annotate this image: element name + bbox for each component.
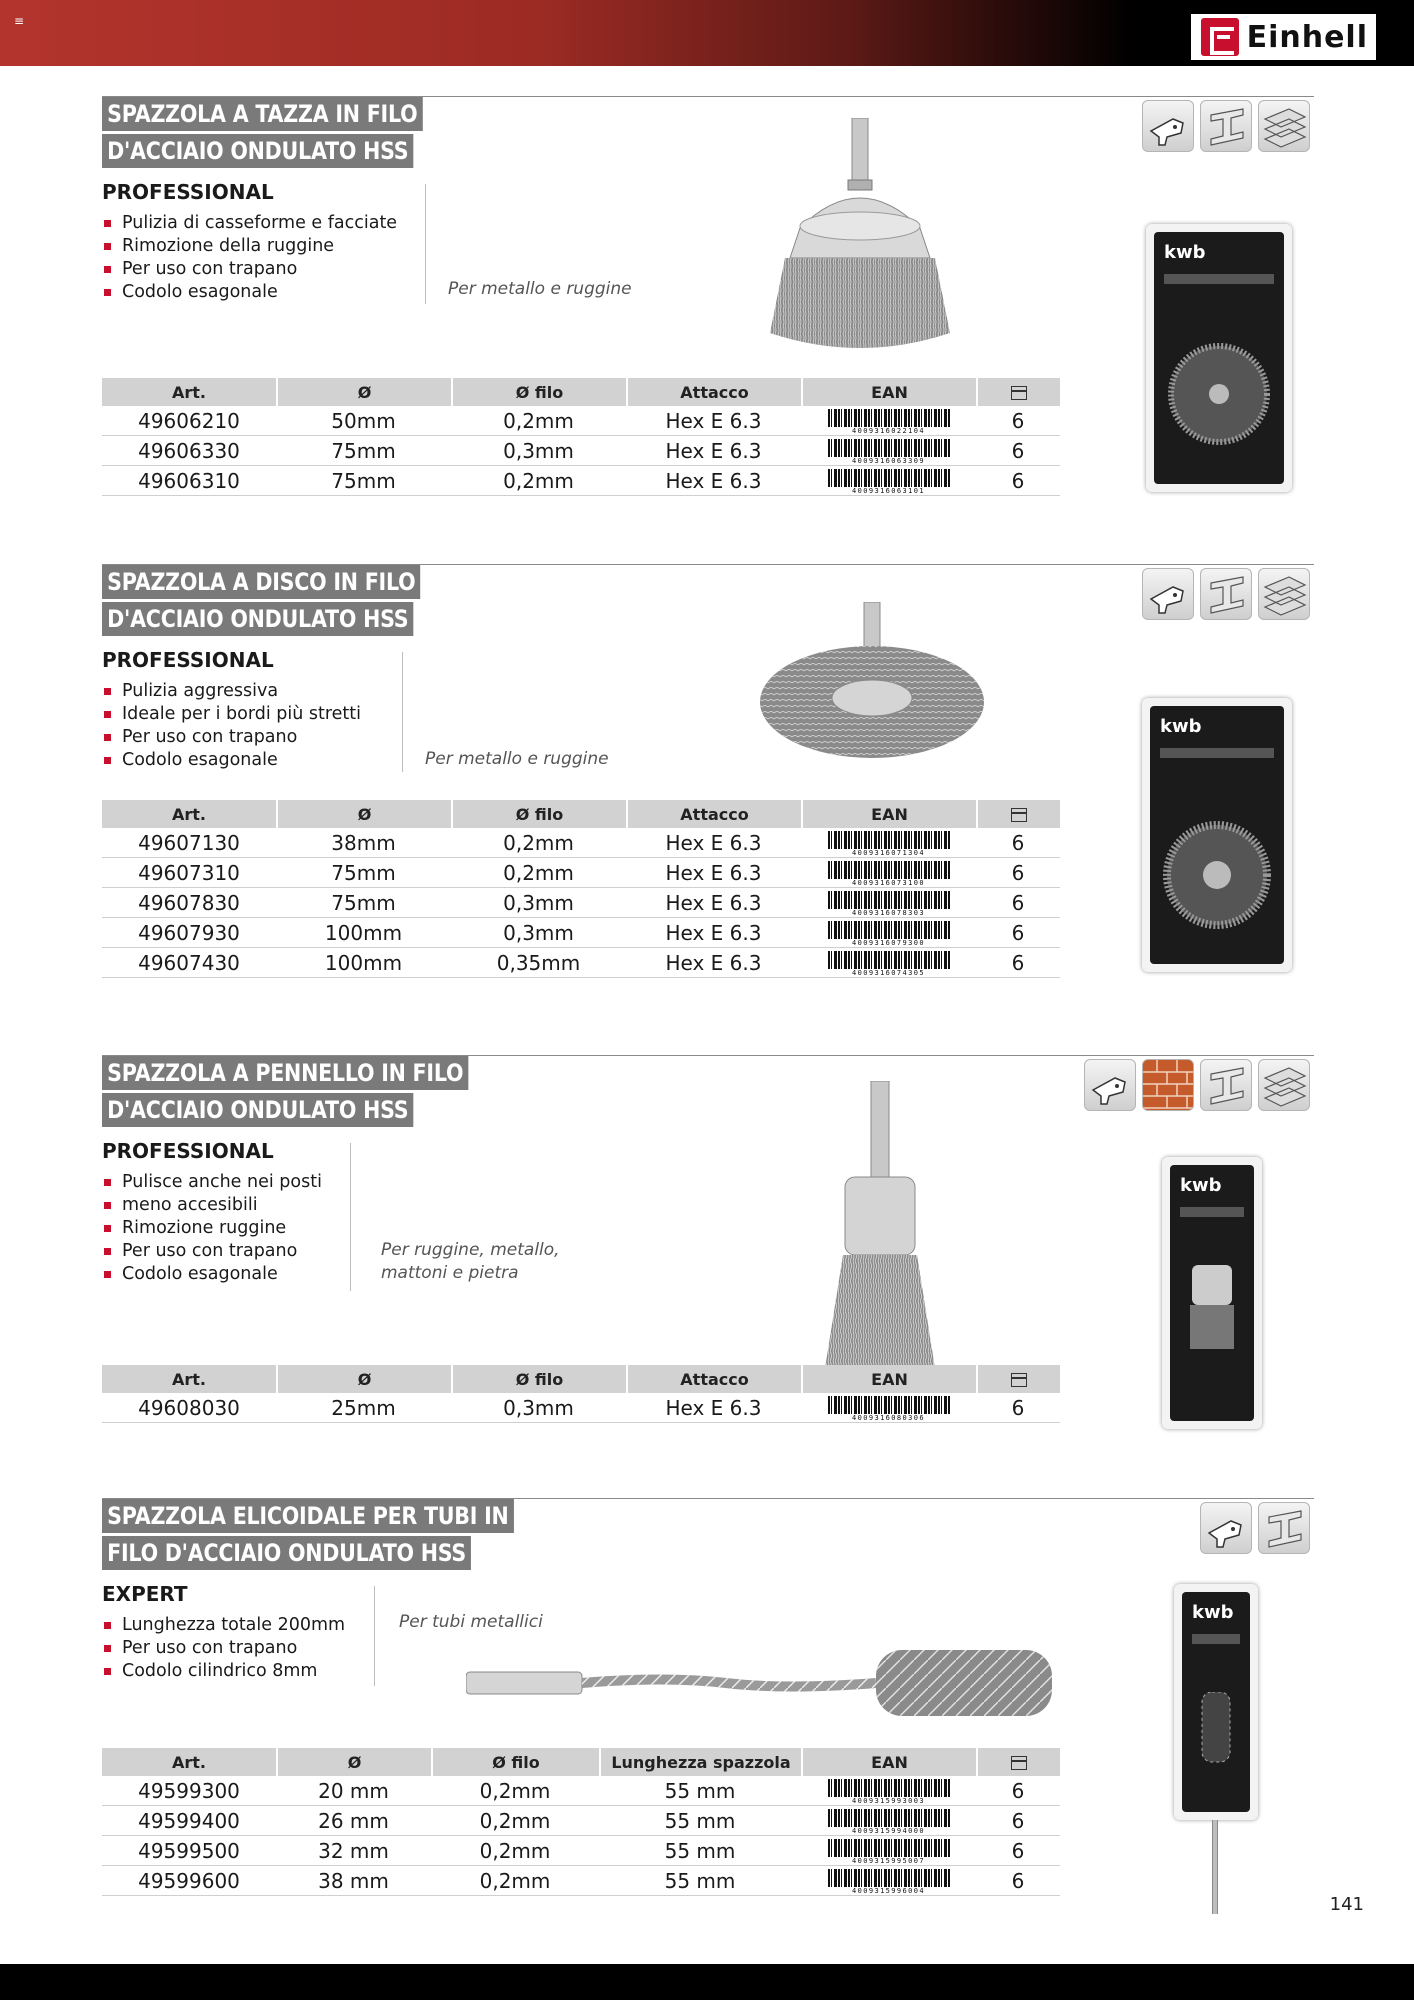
art-number: 49608030 bbox=[102, 1393, 276, 1423]
barcode-icon bbox=[828, 1869, 950, 1896]
product-section-disc-brush bbox=[0, 564, 1414, 984]
product-title bbox=[102, 1499, 581, 1573]
product-section-end-brush bbox=[0, 1055, 1414, 1435]
pack-qty: 6 bbox=[976, 1806, 1060, 1836]
product-package bbox=[1162, 1157, 1262, 1429]
col-pack-qty bbox=[976, 378, 1060, 406]
header-bar bbox=[0, 0, 1414, 66]
material-icons bbox=[1142, 568, 1310, 620]
feature-item: Rimozione della ruggine bbox=[102, 235, 397, 258]
ean-number: 4009316078303 bbox=[828, 909, 950, 917]
barcode-icon bbox=[828, 831, 950, 858]
metal-sheet-icon bbox=[1258, 1059, 1310, 1111]
table-row bbox=[102, 466, 1060, 496]
feature-item: Codolo esagonale bbox=[102, 749, 361, 772]
pack-brand: kwb bbox=[1192, 1602, 1234, 1623]
table-row bbox=[102, 888, 1060, 918]
pack-shaft bbox=[1212, 1820, 1218, 1914]
diameter: 26 mm bbox=[276, 1806, 431, 1836]
table-row bbox=[102, 918, 1060, 948]
barcode-icon bbox=[828, 409, 950, 436]
brush-length: 55 mm bbox=[599, 1836, 801, 1866]
pack-qty: 6 bbox=[976, 466, 1060, 496]
pack-brush-image bbox=[1167, 342, 1271, 446]
product-package bbox=[1174, 1584, 1258, 1820]
material-icons bbox=[1200, 1502, 1310, 1554]
col-diameter: Ø bbox=[276, 1365, 451, 1393]
col-pack-qty bbox=[976, 800, 1060, 828]
product-package bbox=[1146, 224, 1292, 492]
pack-qty: 6 bbox=[976, 948, 1060, 978]
barcode-icon bbox=[828, 951, 950, 978]
usage-note: Per metallo e ruggine bbox=[448, 279, 632, 299]
title-line-1: SPAZZOLA A TAZZA IN FILO bbox=[102, 97, 423, 131]
product-table bbox=[102, 1748, 1060, 1896]
title-line-1: SPAZZOLA ELICOIDALE PER TUBI IN bbox=[102, 1499, 514, 1533]
art-number: 49599600 bbox=[102, 1866, 276, 1896]
col-wire: Ø filo bbox=[451, 800, 626, 828]
art-number: 49607430 bbox=[102, 948, 276, 978]
product-section-tube-brush bbox=[0, 1498, 1414, 1908]
ean bbox=[801, 888, 976, 918]
disc-brush-image bbox=[756, 602, 988, 762]
ean-number: 4009316074305 bbox=[828, 969, 950, 977]
diameter: 25mm bbox=[276, 1393, 451, 1423]
usage-line-2: mattoni e pietra bbox=[381, 1263, 519, 1283]
brush-length: 55 mm bbox=[599, 1866, 801, 1896]
feature-list bbox=[102, 1171, 322, 1286]
pack-qty: 6 bbox=[976, 828, 1060, 858]
steel-beam-icon bbox=[1200, 568, 1252, 620]
ean bbox=[801, 918, 976, 948]
page-number: 141 bbox=[1329, 1894, 1364, 1915]
product-package bbox=[1142, 698, 1292, 972]
feature-item: Per uso con trapano bbox=[102, 1240, 322, 1263]
title-line-1: SPAZZOLA A DISCO IN FILO bbox=[102, 565, 421, 599]
col-ean: EAN bbox=[801, 378, 976, 406]
pack-qty: 6 bbox=[976, 1393, 1060, 1423]
ean-number: 4009315994000 bbox=[828, 1827, 950, 1835]
pack-brush-image bbox=[1162, 820, 1272, 930]
pack-qty: 6 bbox=[976, 858, 1060, 888]
drill-icon bbox=[1142, 100, 1194, 152]
col-art: Art. bbox=[102, 800, 276, 828]
material-icons bbox=[1142, 100, 1310, 152]
brush-length: 55 mm bbox=[599, 1776, 801, 1806]
barcode-icon bbox=[828, 921, 950, 948]
feature-item: Pulizia di casseforme e facciate bbox=[102, 212, 397, 235]
barcode-icon bbox=[828, 891, 950, 918]
table-row bbox=[102, 828, 1060, 858]
diameter: 75mm bbox=[276, 858, 451, 888]
product-line: PROFESSIONAL bbox=[102, 648, 274, 672]
col-diameter: Ø bbox=[276, 800, 451, 828]
ean-number: 4009316079300 bbox=[828, 939, 950, 947]
usage-note: Per metallo e ruggine bbox=[425, 749, 609, 769]
pack-brush-image bbox=[1184, 1265, 1240, 1351]
pack-strip bbox=[1164, 274, 1274, 284]
pack-qty: 6 bbox=[976, 406, 1060, 436]
product-line: PROFESSIONAL bbox=[102, 180, 274, 204]
end-brush-image bbox=[815, 1081, 945, 1405]
barcode-icon bbox=[828, 469, 950, 496]
wire: 0,35mm bbox=[451, 948, 626, 978]
attacco: Hex E 6.3 bbox=[626, 828, 801, 858]
diameter: 100mm bbox=[276, 948, 451, 978]
footer-bar bbox=[0, 1964, 1414, 2000]
table-row bbox=[102, 1866, 1060, 1896]
ean bbox=[801, 1393, 976, 1423]
ean-number: 4009315993003 bbox=[828, 1797, 950, 1805]
wire: 0,2mm bbox=[451, 406, 626, 436]
product-title bbox=[102, 1056, 528, 1130]
ean-number: 4009315995007 bbox=[828, 1857, 950, 1865]
barcode-icon bbox=[828, 861, 950, 888]
brush-length: 55 mm bbox=[599, 1806, 801, 1836]
barcode-icon bbox=[828, 1809, 950, 1836]
col-attacco: Attacco bbox=[626, 378, 801, 406]
table-row bbox=[102, 858, 1060, 888]
wire: 0,3mm bbox=[451, 436, 626, 466]
diameter: 100mm bbox=[276, 918, 451, 948]
pack-brush-image bbox=[1196, 1692, 1236, 1782]
separator bbox=[402, 652, 403, 772]
col-ean: EAN bbox=[801, 1365, 976, 1393]
ean-number: 4009316063309 bbox=[828, 457, 950, 465]
diameter: 32 mm bbox=[276, 1836, 431, 1866]
col-attacco: Attacco bbox=[626, 800, 801, 828]
product-table bbox=[102, 1365, 1060, 1423]
diameter: 38mm bbox=[276, 828, 451, 858]
pack-strip bbox=[1180, 1207, 1244, 1217]
barcode-icon bbox=[828, 1839, 950, 1866]
feature-item: Codolo esagonale bbox=[102, 1263, 322, 1286]
product-title bbox=[102, 565, 472, 639]
wire: 0,2mm bbox=[451, 466, 626, 496]
feature-item: Per uso con trapano bbox=[102, 1637, 345, 1660]
pack-qty: 6 bbox=[976, 1836, 1060, 1866]
attacco: Hex E 6.3 bbox=[626, 436, 801, 466]
wire: 0,3mm bbox=[451, 888, 626, 918]
package-box-icon bbox=[1011, 386, 1027, 400]
col-pack-qty bbox=[976, 1365, 1060, 1393]
wire: 0,2mm bbox=[451, 858, 626, 888]
col-art: Art. bbox=[102, 378, 276, 406]
feature-list bbox=[102, 212, 397, 304]
usage-note: Per tubi metallici bbox=[399, 1612, 543, 1632]
table-row bbox=[102, 948, 1060, 978]
pack-strip bbox=[1192, 1634, 1240, 1644]
attacco: Hex E 6.3 bbox=[626, 918, 801, 948]
col-lunghezza: Lunghezza spazzola bbox=[599, 1748, 801, 1776]
pack-strip bbox=[1160, 748, 1274, 758]
separator bbox=[425, 184, 426, 304]
diameter: 50mm bbox=[276, 406, 451, 436]
art-number: 49606310 bbox=[102, 466, 276, 496]
ean-number: 4009316063101 bbox=[828, 487, 950, 495]
usage-line-1: Per ruggine, metallo, bbox=[381, 1240, 560, 1260]
drill-icon bbox=[1200, 1502, 1252, 1554]
ean bbox=[801, 858, 976, 888]
art-number: 49606330 bbox=[102, 436, 276, 466]
pack-qty: 6 bbox=[976, 888, 1060, 918]
product-line: PROFESSIONAL bbox=[102, 1139, 274, 1163]
wire: 0,2mm bbox=[431, 1806, 599, 1836]
feature-item: Codolo cilindrico 8mm bbox=[102, 1660, 345, 1683]
cup-brush-image bbox=[760, 118, 960, 348]
col-wire: Ø filo bbox=[451, 378, 626, 406]
feature-item: Per uso con trapano bbox=[102, 726, 361, 749]
feature-item: Per uso con trapano bbox=[102, 258, 397, 281]
col-diameter: Ø bbox=[276, 378, 451, 406]
metal-sheet-icon bbox=[1258, 568, 1310, 620]
product-table bbox=[102, 800, 1060, 978]
wire: 0,2mm bbox=[451, 828, 626, 858]
wire: 0,2mm bbox=[431, 1866, 599, 1896]
brick-icon bbox=[1142, 1059, 1194, 1111]
feature-list bbox=[102, 1614, 345, 1683]
art-number: 49606210 bbox=[102, 406, 276, 436]
diameter: 75mm bbox=[276, 466, 451, 496]
diameter: 38 mm bbox=[276, 1866, 431, 1896]
title-line-2: D'ACCIAIO ONDULATO HSS bbox=[102, 1093, 414, 1127]
attacco: Hex E 6.3 bbox=[626, 858, 801, 888]
feature-item: Codolo esagonale bbox=[102, 281, 397, 304]
ean bbox=[801, 948, 976, 978]
tube-brush-image bbox=[466, 1646, 1058, 1720]
package-box-icon bbox=[1011, 1756, 1027, 1770]
feature-list bbox=[102, 680, 361, 772]
table-row bbox=[102, 1393, 1060, 1423]
col-art: Art. bbox=[102, 1748, 276, 1776]
einhell-logo-icon bbox=[1201, 18, 1239, 56]
col-art: Art. bbox=[102, 1365, 276, 1393]
table-row bbox=[102, 1806, 1060, 1836]
product-line: EXPERT bbox=[102, 1582, 188, 1606]
pack-qty: 6 bbox=[976, 436, 1060, 466]
ean-number: 4009315996004 bbox=[828, 1887, 950, 1895]
ean bbox=[801, 466, 976, 496]
ean bbox=[801, 828, 976, 858]
feature-item: Ideale per i bordi più stretti bbox=[102, 703, 361, 726]
diameter: 20 mm bbox=[276, 1776, 431, 1806]
separator bbox=[374, 1586, 375, 1686]
barcode-icon bbox=[828, 1396, 950, 1423]
brand-logo[interactable] bbox=[1191, 14, 1376, 60]
wire: 0,2mm bbox=[431, 1836, 599, 1866]
wire: 0,3mm bbox=[451, 1393, 626, 1423]
attacco: Hex E 6.3 bbox=[626, 466, 801, 496]
barcode-icon bbox=[828, 1779, 950, 1806]
brand-name: Einhell bbox=[1246, 19, 1368, 55]
title-line-2: FILO D'ACCIAIO ONDULATO HSS bbox=[102, 1536, 471, 1570]
wire: 0,2mm bbox=[431, 1776, 599, 1806]
ean bbox=[801, 1866, 976, 1896]
ean bbox=[801, 1806, 976, 1836]
feature-item: Rimozione ruggine bbox=[102, 1217, 322, 1240]
title-line-2: D'ACCIAIO ONDULATO HSS bbox=[102, 134, 414, 168]
pack-brand: kwb bbox=[1160, 716, 1202, 737]
product-table bbox=[102, 378, 1060, 496]
title-line-2: D'ACCIAIO ONDULATO HSS bbox=[102, 602, 414, 636]
diameter: 75mm bbox=[276, 888, 451, 918]
pack-qty: 6 bbox=[976, 1866, 1060, 1896]
material-icons bbox=[1084, 1059, 1310, 1111]
metal-sheet-icon bbox=[1258, 100, 1310, 152]
diameter: 75mm bbox=[276, 436, 451, 466]
ean bbox=[801, 406, 976, 436]
col-diameter: Ø bbox=[276, 1748, 431, 1776]
art-number: 49607310 bbox=[102, 858, 276, 888]
wire: 0,3mm bbox=[451, 918, 626, 948]
pack-qty: 6 bbox=[976, 1776, 1060, 1806]
barcode-icon bbox=[828, 439, 950, 466]
package-box-icon bbox=[1011, 1373, 1027, 1387]
col-wire: Ø filo bbox=[431, 1748, 599, 1776]
feature-item: Pulisce anche nei posti bbox=[102, 1171, 322, 1194]
drill-icon bbox=[1142, 568, 1194, 620]
ean-number: 4009316073100 bbox=[828, 879, 950, 887]
art-number: 49599300 bbox=[102, 1776, 276, 1806]
ean bbox=[801, 1776, 976, 1806]
pack-brand: kwb bbox=[1164, 242, 1206, 263]
pack-qty: 6 bbox=[976, 918, 1060, 948]
ean-number: 4009316071304 bbox=[828, 849, 950, 857]
art-number: 49607830 bbox=[102, 888, 276, 918]
attacco: Hex E 6.3 bbox=[626, 1393, 801, 1423]
steel-beam-icon bbox=[1200, 100, 1252, 152]
art-number: 49607930 bbox=[102, 918, 276, 948]
table-row bbox=[102, 1776, 1060, 1806]
art-number: 49599400 bbox=[102, 1806, 276, 1836]
title-line-1: SPAZZOLA A PENNELLO IN FILO bbox=[102, 1056, 468, 1090]
col-ean: EAN bbox=[801, 800, 976, 828]
art-number: 49607130 bbox=[102, 828, 276, 858]
attacco: Hex E 6.3 bbox=[626, 406, 801, 436]
feature-item: Pulizia aggressiva bbox=[102, 680, 361, 703]
col-ean: EAN bbox=[801, 1748, 976, 1776]
pack-brand: kwb bbox=[1180, 1175, 1222, 1196]
steel-beam-icon bbox=[1200, 1059, 1252, 1111]
table-row bbox=[102, 406, 1060, 436]
drill-icon bbox=[1084, 1059, 1136, 1111]
product-section-cup-brush bbox=[0, 96, 1414, 496]
col-pack-qty bbox=[976, 1748, 1060, 1776]
product-title bbox=[102, 97, 475, 171]
col-attacco: Attacco bbox=[626, 1365, 801, 1393]
attacco: Hex E 6.3 bbox=[626, 948, 801, 978]
steel-beam-icon bbox=[1258, 1502, 1310, 1554]
ean bbox=[801, 436, 976, 466]
separator bbox=[350, 1143, 351, 1291]
ean-number: 4009316022104 bbox=[828, 427, 950, 435]
table-row bbox=[102, 436, 1060, 466]
attacco: Hex E 6.3 bbox=[626, 888, 801, 918]
ean-number: 4009316080306 bbox=[828, 1414, 950, 1422]
art-number: 49599500 bbox=[102, 1836, 276, 1866]
menu-icon[interactable]: ≡ bbox=[14, 14, 25, 28]
feature-item: Lunghezza totale 200mm bbox=[102, 1614, 345, 1637]
package-box-icon bbox=[1011, 808, 1027, 822]
ean bbox=[801, 1836, 976, 1866]
usage-note bbox=[381, 1239, 560, 1285]
table-row bbox=[102, 1836, 1060, 1866]
feature-item-continued: meno accesibili bbox=[102, 1194, 322, 1217]
col-wire: Ø filo bbox=[451, 1365, 626, 1393]
